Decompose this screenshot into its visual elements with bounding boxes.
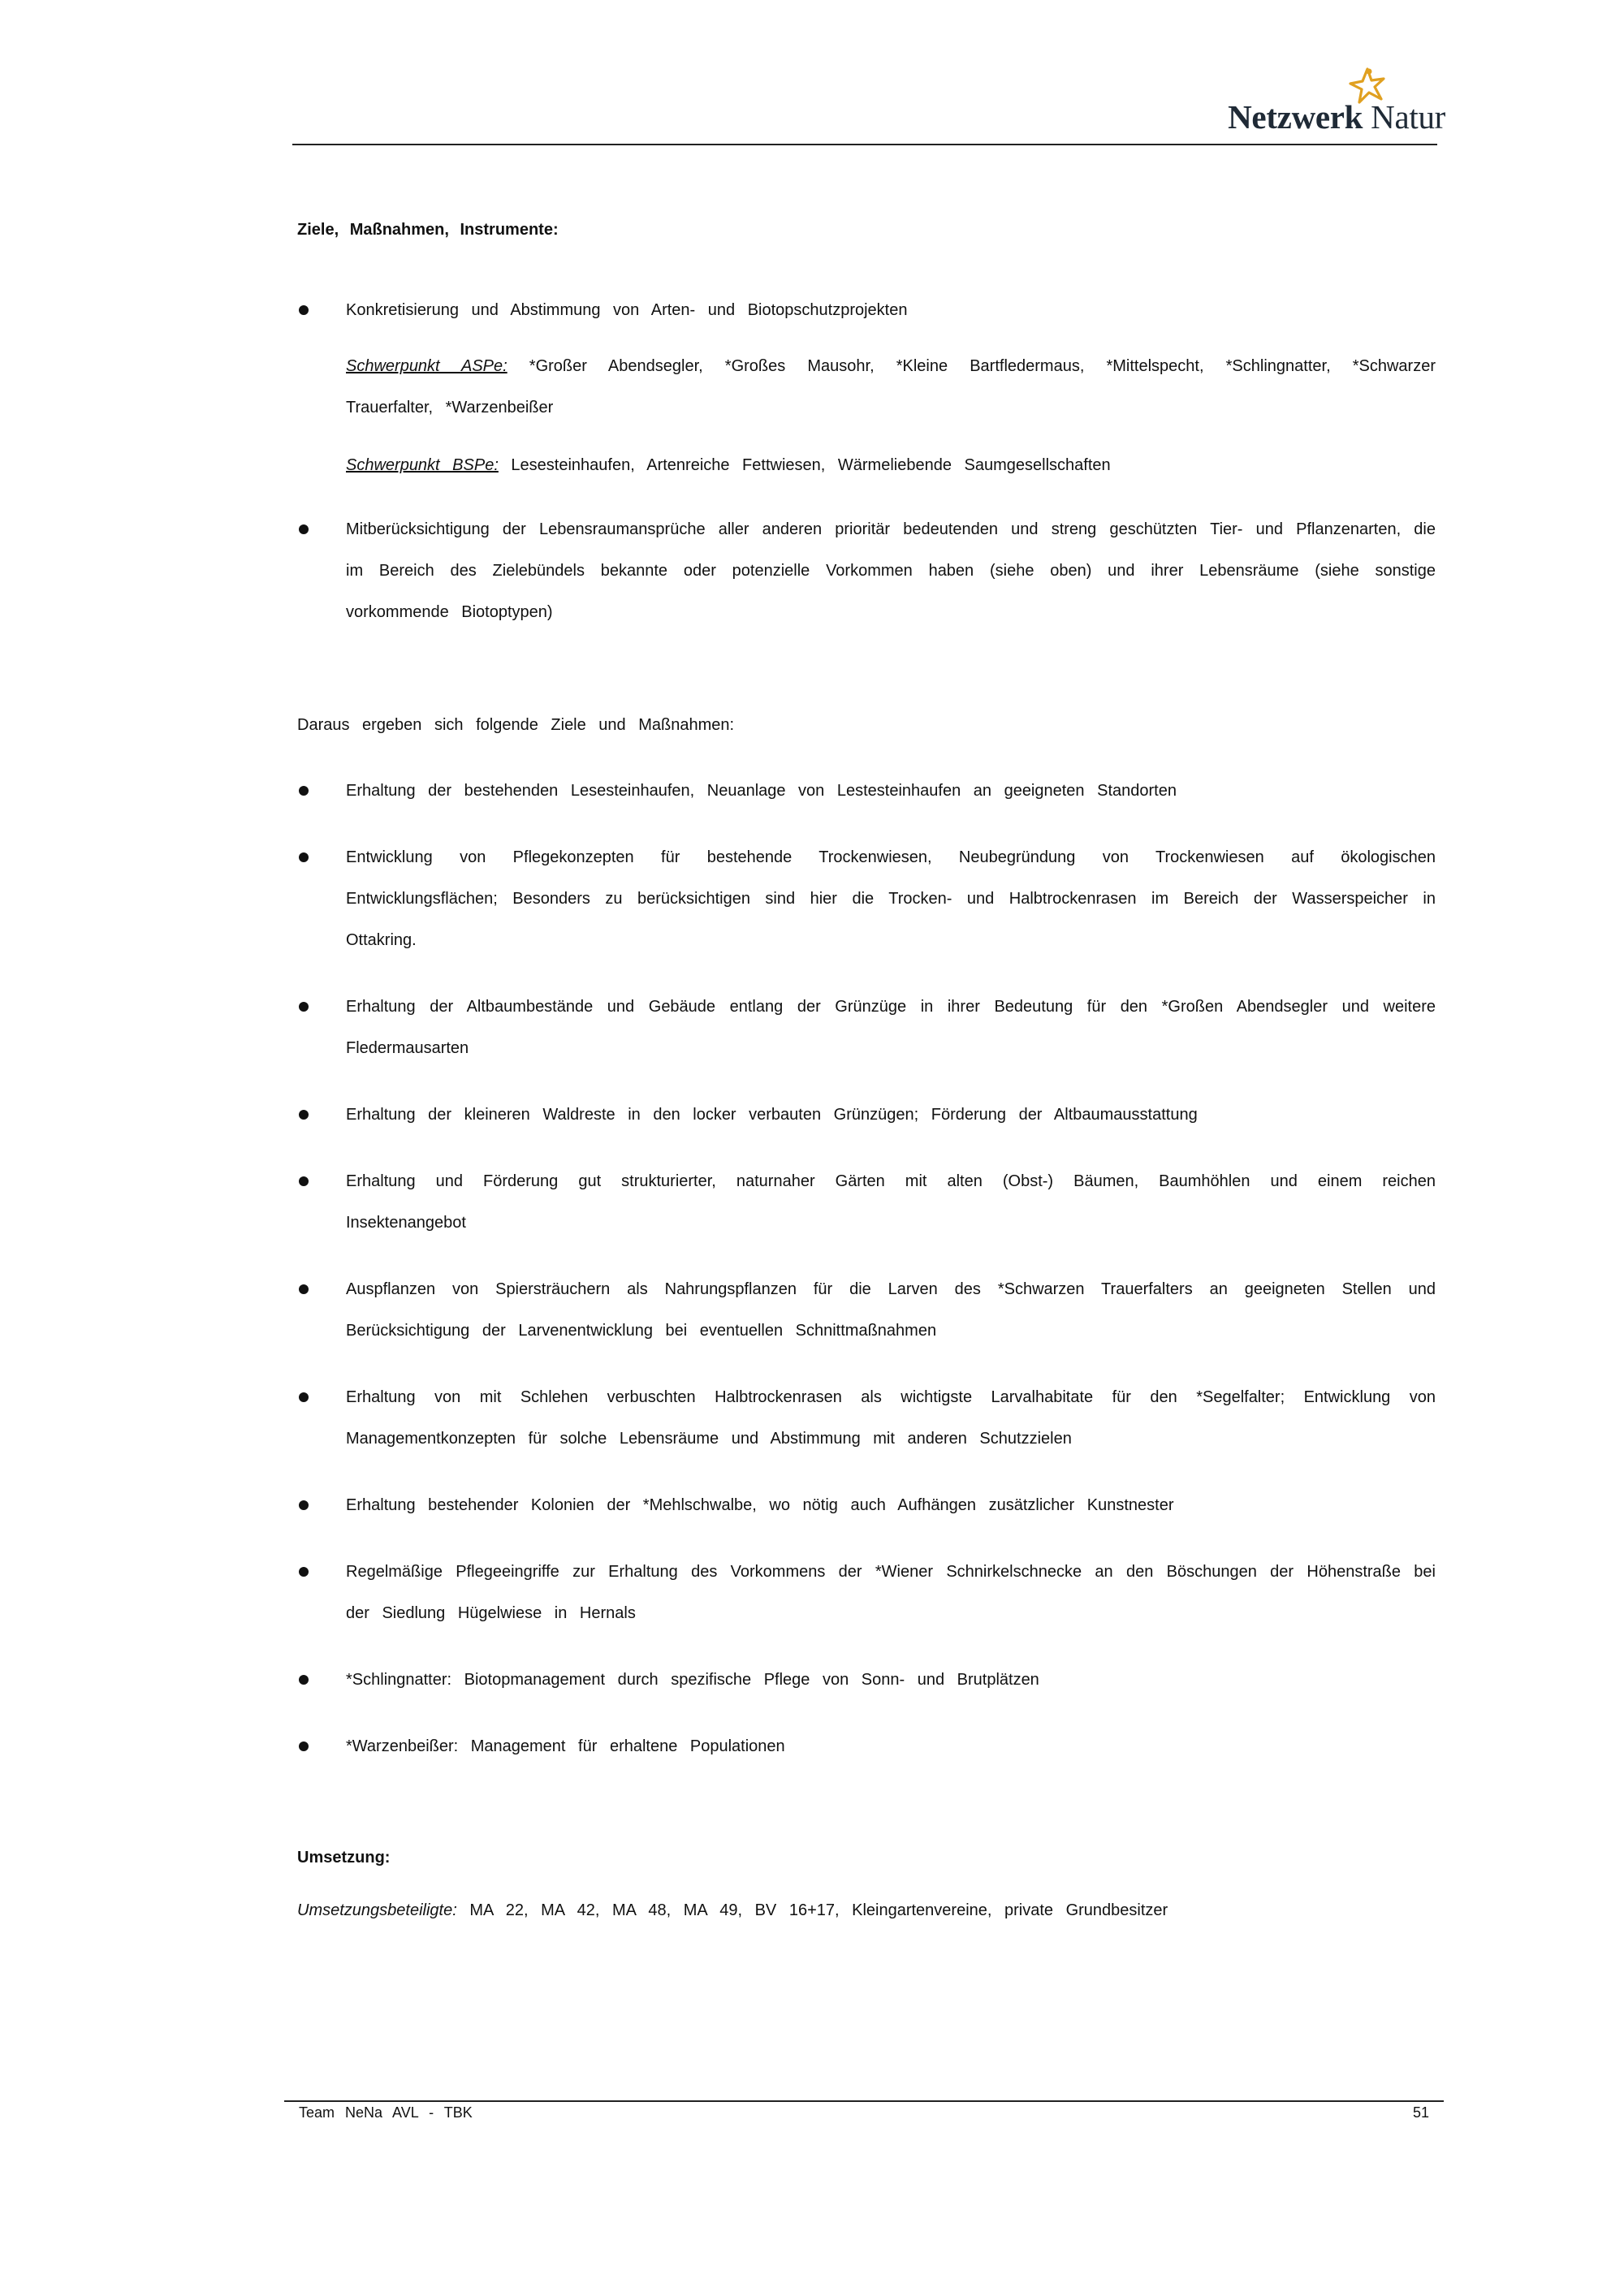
bullet-icon [299,1741,309,1751]
bullet-icon [299,1567,309,1577]
bspe-text: Lesesteinhaufen, Artenreiche Fettwiesen, Wärmeliebende Saumgesellschaften [498,456,1111,474]
bullet-icon [299,852,309,862]
star-figure-icon [1345,67,1390,107]
list-item-text: Auspflanzen von Spiersträuchern als Nahrungspflanzen für die Larven des *Schwarzen Trauerfalters an geeigneten Stellen und Berücksichtigung der Larvenentwicklung bei eventuellen Schnittmaßnahmen [346,1280,1436,1340]
list-item-text: Mitberücksichtigung der Lebensraumansprüche aller anderen prioritär bedeutenden und streng geschützten Tier- und Pflanzenarten, die im Bereich des Zielebündels bekannte oder potenzielle Vorkommen haben (siehe oben) und ihrer Lebensräume (siehe sonstige vorkommende Biotoptypen) [346,520,1436,621]
implementation-label: Umsetzungsbeteiligte: [297,1901,457,1919]
list-item-text: Regelmäßige Pflegeeingriffe zur Erhaltung des Vorkommens der *Wiener Schnirkelschnecke an den Böschungen der Höhenstraße bei der Siedlung Hügelwiese in Hernals [346,1563,1436,1622]
bullet-icon [299,1176,309,1186]
bullet-icon [299,786,309,796]
aspe-text: *Großer Abendsegler, *Großes Mausohr, *Kleine Bartfledermaus, *Mittelspecht, *Schlingnatter, *Schwarzer Trauerfalter, *Warzenbeißer [346,357,1436,416]
list-item [297,1659,1436,1701]
list-item-text: *Warzenbeißer: Management für erhaltene Populationen [346,1737,785,1755]
section-heading-implementation: Umsetzung: [297,1849,391,1867]
footer-divider [284,2100,1444,2102]
header-divider [292,144,1437,145]
list-item [297,837,1436,961]
list-item [297,1726,1436,1767]
list-item-text: Erhaltung von mit Schlehen verbuschten Halbtrockenrasen als wichtigste Larvalhabitate für den *Segelfalter; Entwicklung von Managementkonzepten für solche Lebensräume und Abstimmung mit anderen Schutzzielen [346,1388,1436,1448]
bspe-label: Schwerpunkt BSPe: [346,456,499,474]
list-item-text: Entwicklung von Pflegekonzepten für bestehende Trockenwiesen, Neubegründung von Trockenwiesen auf ökologischen Entwicklungsflächen; Besonders zu berücksichtigen sind hier die Trocken- und Halbtrockenrasen im Bereich der Wasserspeicher in Ottakring. [346,848,1436,949]
bullet-icon [299,1110,309,1120]
implementation-paragraph [297,1890,1436,1931]
aspe-paragraph [297,346,1436,429]
list-item-text: *Schlingnatter: Biotopmanagement durch spezifische Pflege von Sonn- und Brutplätzen [346,1671,1039,1689]
list-item [297,1485,1436,1526]
list-item [297,290,1436,331]
main-content [297,221,1436,1931]
bullet-icon [299,1392,309,1402]
list-item [297,1094,1436,1136]
section-heading-goals: Ziele, Maßnahmen, Instrumente: [297,221,559,239]
measures-list [297,770,1436,1767]
list-item [297,986,1436,1069]
bullet-icon [299,524,309,534]
list-item [297,770,1436,812]
bullet-icon [299,1675,309,1685]
measures-intro: Daraus ergeben sich folgende Ziele und Maßnahmen: [297,716,735,734]
list-item-text: Erhaltung der Altbaumbestände und Gebäude entlang der Grünzüge in ihrer Bedeutung für den *Großen Abendsegler und weitere Fledermausarten [346,998,1436,1057]
goals-list [297,290,1436,331]
list-item [297,1161,1436,1244]
list-item-text: Konkretisierung und Abstimmung von Arten- und Biotopschutzprojekten [346,301,908,319]
bullet-icon [299,1284,309,1294]
list-item-text: Erhaltung der kleineren Waldreste in den locker verbauten Grünzügen; Förderung der Altbaumausstattung [346,1106,1198,1124]
implementation-text: MA 22, MA 42, MA 48, MA 49, BV 16+17, Kleingartenvereine, private Grundbesitzer [456,1901,1168,1919]
netzwerk-natur-logo [1228,67,1445,136]
list-item [297,1269,1436,1352]
list-item-text: Erhaltung der bestehenden Lesesteinhaufen, Neuanlage von Lestesteinhaufen an geeigneten Standorten [346,782,1177,800]
bullet-icon [299,1002,309,1012]
bullet-icon [299,1500,309,1510]
goals-list-2 [297,509,1436,633]
logo-text-regular: Natur [1371,98,1445,136]
list-item [297,1552,1436,1634]
bullet-icon [299,305,309,315]
list-item [297,509,1436,633]
logo-text-bold: Netzwerk [1228,98,1363,136]
aspe-label: Schwerpunkt ASPe: [346,357,508,375]
logo-wordmark [1228,97,1445,136]
list-item-text: Erhaltung bestehender Kolonien der *Mehlschwalbe, wo nötig auch Aufhängen zusätzlicher Kunstnester [346,1496,1174,1514]
list-item [297,1377,1436,1460]
page-number: 51 [1412,2104,1429,2121]
bspe-paragraph [297,445,1436,486]
footer-team: Team NeNa AVL - TBK [299,2104,473,2121]
list-item-text: Erhaltung und Förderung gut strukturierter, naturnaher Gärten mit alten (Obst-) Bäumen, Baumhöhlen und einem reichen Insektenangebot [346,1172,1436,1232]
